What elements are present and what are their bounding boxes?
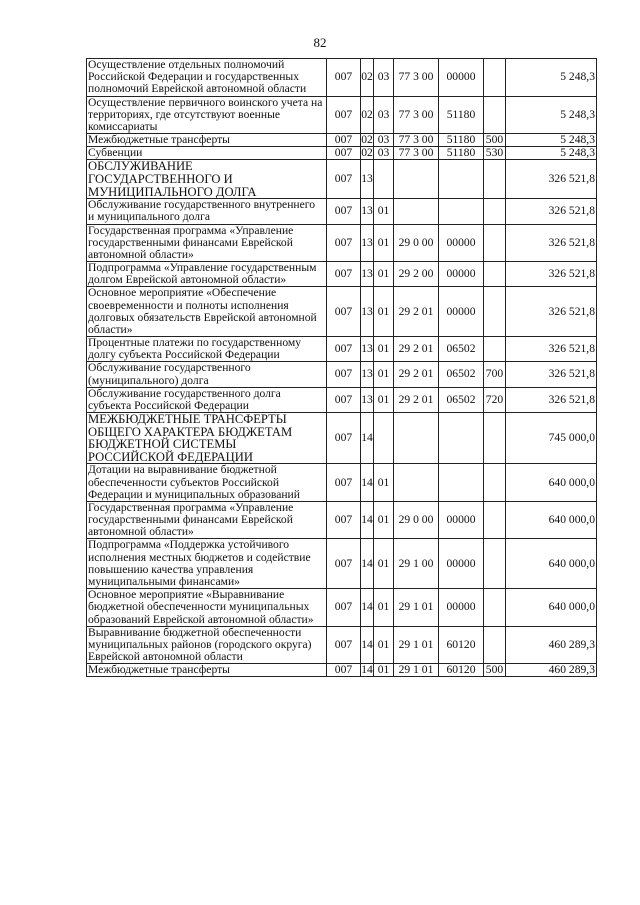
row-section-code: 02 (361, 59, 374, 97)
row-subsection-code: 03 (374, 134, 394, 147)
row-target-direction (439, 199, 484, 224)
row-target-direction: 51180 (439, 147, 484, 160)
row-target-direction: 00000 (439, 539, 484, 589)
row-target-article: 29 2 01 (394, 362, 439, 387)
row-subsection-code: 01 (374, 287, 394, 337)
row-expense-type (484, 337, 506, 362)
row-target-direction: 00000 (439, 224, 484, 262)
row-name: Выравнивание бюджетной обеспеченности муниципальных районов (городского округа) Еврейской автономной области (87, 626, 327, 664)
row-target-direction: 00000 (439, 59, 484, 97)
row-amount: 5 248,3 (506, 134, 597, 147)
row-target-direction: 06502 (439, 337, 484, 362)
table-row (87, 362, 597, 387)
row-target-article: 77 3 00 (394, 96, 439, 134)
row-target-article: 29 2 00 (394, 262, 439, 287)
row-grbs-code: 007 (327, 362, 361, 387)
row-name: Основное мероприятие «Выравнивание бюджетной обеспеченности муниципальных образований Еврейской автономной области» (87, 589, 327, 627)
row-grbs-code: 007 (327, 96, 361, 134)
row-amount: 640 000,0 (506, 464, 597, 502)
table-row (87, 96, 597, 134)
row-target-article: 29 1 00 (394, 539, 439, 589)
row-expense-type (484, 626, 506, 664)
row-subsection-code: 01 (374, 464, 394, 502)
row-expense-type (484, 589, 506, 627)
row-expense-type: 530 (484, 147, 506, 160)
row-section-code: 14 (361, 539, 374, 589)
row-grbs-code: 007 (327, 160, 361, 199)
table-row (87, 539, 597, 589)
row-name: Дотации на выравнивание бюджетной обеспеченности субъектов Российской Федерации и муниципальных образований (87, 464, 327, 502)
row-amount: 640 000,0 (506, 501, 597, 539)
row-grbs-code: 007 (327, 134, 361, 147)
row-target-direction: 06502 (439, 387, 484, 412)
row-section-code: 13 (361, 199, 374, 224)
table-section-header-row (87, 413, 597, 464)
row-section-code: 14 (361, 589, 374, 627)
row-target-direction: 06502 (439, 362, 484, 387)
table-row (87, 664, 597, 677)
row-name: Осуществление отдельных полномочий Российской Федерации и государственных полномочий Еврейской автономной области (87, 59, 327, 97)
row-grbs-code: 007 (327, 626, 361, 664)
row-expense-type (484, 199, 506, 224)
row-grbs-code: 007 (327, 147, 361, 160)
row-expense-type: 720 (484, 387, 506, 412)
row-amount: 326 521,8 (506, 199, 597, 224)
row-name: Процентные платежи по государственному долгу субъекта Российской Федерации (87, 337, 327, 362)
row-name: ОБСЛУЖИВАНИЕ ГОСУДАРСТВЕННОГО И МУНИЦИПАЛЬНОГО ДОЛГА (87, 160, 327, 199)
row-section-code: 02 (361, 146, 373, 160)
row-expense-type (484, 413, 506, 464)
row-subsection-code: 01 (374, 589, 394, 627)
row-amount: 326 521,8 (506, 262, 597, 287)
row-name: Субвенции (87, 147, 327, 160)
row-grbs-code: 007 (327, 501, 361, 539)
row-name: Основное мероприятие «Обеспечение своевременности и полноты исполнения долговых обязательств Еврейской автономной области» (87, 287, 327, 337)
row-amount: 5 248,3 (506, 59, 597, 97)
row-amount: 460 289,3 (506, 626, 597, 664)
row-expense-type (484, 501, 506, 539)
row-subsection-code: 01 (374, 664, 394, 677)
table-row (87, 262, 597, 287)
row-target-direction (439, 160, 484, 199)
row-name: Межбюджетные трансферты (87, 664, 327, 677)
table-row (87, 134, 597, 147)
row-subsection-code: 01 (374, 539, 394, 589)
row-expense-type: 500 (484, 664, 506, 677)
row-grbs-code: 007 (327, 589, 361, 627)
table-row (87, 589, 597, 627)
row-target-article: 29 1 01 (394, 589, 439, 627)
row-section-code: 13 (361, 287, 374, 337)
row-expense-type (484, 96, 506, 134)
row-name: Подпрограмма «Поддержка устойчивого исполнения местных бюджетов и содействие повышению качества управления муниципальными финансами» (87, 539, 327, 589)
row-amount: 640 000,0 (506, 539, 597, 589)
table-row (87, 147, 597, 160)
row-expense-type (484, 160, 506, 199)
row-subsection-code: 01 (374, 224, 394, 262)
row-grbs-code: 007 (327, 287, 361, 337)
row-amount: 745 000,0 (506, 413, 597, 464)
row-subsection-code: 01 (374, 337, 394, 362)
table-row (87, 59, 597, 97)
table-row (87, 287, 597, 337)
table-body (87, 59, 597, 677)
row-section-code: 13 (361, 387, 374, 412)
row-grbs-code: 007 (327, 539, 361, 589)
row-target-direction: 00000 (439, 287, 484, 337)
row-target-article: 29 2 01 (394, 387, 439, 412)
row-section-code: 13 (361, 262, 374, 287)
row-grbs-code: 007 (327, 262, 361, 287)
page-number: 82 (313, 35, 327, 50)
row-subsection-code: 01 (374, 626, 394, 664)
row-target-article: 29 1 01 (394, 664, 439, 677)
row-target-article: 29 0 00 (394, 224, 439, 262)
row-amount: 460 289,3 (506, 664, 597, 677)
row-subsection-code (374, 413, 394, 464)
row-name: Обслуживание государственного (муниципального) долга (87, 362, 327, 387)
row-section-code: 02 (361, 133, 373, 147)
row-target-article: 77 3 00 (394, 147, 439, 160)
row-expense-type (484, 539, 506, 589)
row-expense-type (484, 262, 506, 287)
row-section-code: 14 (361, 501, 374, 539)
row-subsection-code: 01 (374, 199, 394, 224)
row-name: Обслуживание государственного внутреннего и муниципального долга (87, 199, 327, 224)
row-expense-type (484, 59, 506, 97)
table-row (87, 337, 597, 362)
row-amount: 326 521,8 (506, 337, 597, 362)
row-section-code: 02 (361, 96, 374, 134)
row-grbs-code: 007 (327, 464, 361, 502)
row-subsection-code: 01 (374, 262, 394, 287)
row-target-article: 29 2 01 (394, 337, 439, 362)
row-section-code: 13 (361, 160, 374, 199)
row-target-direction: 00000 (439, 262, 484, 287)
row-target-direction: 51180 (439, 96, 484, 134)
row-name: МЕЖБЮДЖЕТНЫЕ ТРАНСФЕРТЫ ОБЩЕГО ХАРАКТЕРА БЮДЖЕТАМ БЮДЖЕТНОЙ СИСТЕМЫ РОССИЙСКОЙ ФЕДЕРАЦИИ (87, 413, 327, 464)
row-target-direction (439, 464, 484, 502)
row-expense-type: 500 (484, 134, 506, 147)
row-grbs-code: 007 (327, 337, 361, 362)
row-name: Осуществление первичного воинского учета на территориях, где отсутствуют военные комиссариаты (87, 96, 327, 134)
table-section-header-row (87, 160, 597, 199)
row-expense-type (484, 287, 506, 337)
row-name: Обслуживание государственного долга субъекта Российской Федерации (87, 387, 327, 412)
row-target-direction: 00000 (439, 589, 484, 627)
row-subsection-code: 01 (374, 362, 394, 387)
row-expense-type (484, 224, 506, 262)
row-amount: 326 521,8 (506, 160, 597, 199)
row-amount: 5 248,3 (506, 96, 597, 134)
row-target-article (394, 464, 439, 502)
row-name: Подпрограмма «Управление государственным долгом Еврейской автономной области» (87, 262, 327, 287)
table-row (87, 387, 597, 412)
row-target-direction: 60120 (439, 664, 484, 677)
row-subsection-code: 03 (374, 59, 394, 97)
row-section-code: 14 (361, 626, 374, 664)
row-grbs-code: 007 (327, 59, 361, 97)
row-target-direction: 60120 (439, 626, 484, 664)
row-name: Межбюджетные трансферты (87, 134, 327, 147)
row-target-article (394, 199, 439, 224)
row-expense-type: 700 (484, 362, 506, 387)
row-amount: 5 248,3 (506, 147, 597, 160)
row-target-article: 77 3 00 (394, 59, 439, 97)
row-grbs-code: 007 (327, 199, 361, 224)
row-amount: 640 000,0 (506, 589, 597, 627)
row-subsection-code: 01 (374, 387, 394, 412)
row-section-code: 13 (361, 362, 374, 387)
row-section-code: 14 (361, 464, 374, 502)
row-target-article: 77 3 00 (394, 134, 439, 147)
row-grbs-code: 007 (327, 413, 361, 464)
row-section-code: 13 (361, 224, 374, 262)
row-expense-type (484, 464, 506, 502)
table-row (87, 626, 597, 664)
row-target-article: 29 0 00 (394, 501, 439, 539)
row-target-article: 29 1 01 (394, 626, 439, 664)
row-grbs-code: 007 (327, 664, 361, 677)
row-target-article: 29 2 01 (394, 287, 439, 337)
table-row (87, 199, 597, 224)
row-amount: 326 521,8 (506, 362, 597, 387)
row-subsection-code: 01 (374, 501, 394, 539)
row-target-direction: 00000 (439, 501, 484, 539)
row-amount: 326 521,8 (506, 287, 597, 337)
row-grbs-code: 007 (327, 224, 361, 262)
row-target-article (394, 413, 439, 464)
row-section-code: 13 (361, 337, 374, 362)
row-target-direction: 51180 (439, 134, 484, 147)
row-subsection-code (374, 160, 394, 199)
row-section-code: 14 (361, 413, 374, 464)
table-row (87, 224, 597, 262)
table-row (87, 501, 597, 539)
row-target-direction (439, 413, 484, 464)
row-name: Государственная программа «Управление государственными финансами Еврейской автономной области» (87, 224, 327, 262)
row-amount: 326 521,8 (506, 224, 597, 262)
row-section-code: 14 (361, 663, 373, 677)
table-row (87, 464, 597, 502)
row-amount: 326 521,8 (506, 387, 597, 412)
row-name: Государственная программа «Управление государственными финансами Еврейской автономной области» (87, 501, 327, 539)
budget-table (86, 58, 597, 677)
row-target-article (394, 160, 439, 199)
row-subsection-code: 03 (374, 147, 394, 160)
row-subsection-code: 03 (374, 96, 394, 134)
row-grbs-code: 007 (327, 387, 361, 412)
